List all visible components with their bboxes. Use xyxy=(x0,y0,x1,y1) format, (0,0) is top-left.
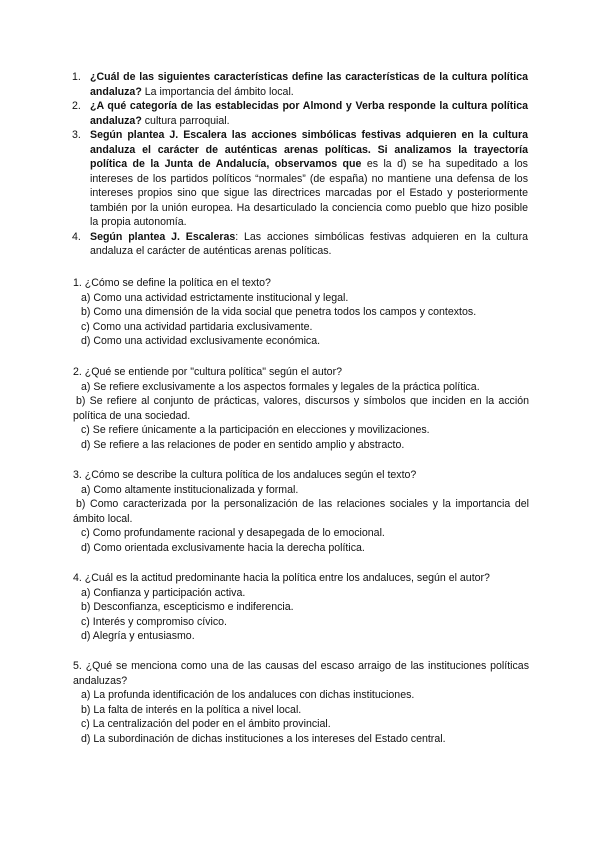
question-text: 2. ¿Qué se entiende por "cultura política" según el autor? xyxy=(73,366,342,378)
item-answer: : Las acciones simbólicas festivas adquieren en la cultura andaluza el carácter de auténticas arenas políticas. xyxy=(90,230,528,257)
intro-item-1 xyxy=(72,70,528,99)
option-b: b) Se refiere al conjunto de prácticas, valores, discursos y símbolos que inciden en la acción política de una sociedad. xyxy=(73,395,529,422)
option-a: a) La profunda identificación de los andaluces con dichas instituciones. xyxy=(81,689,415,701)
item-number: 4. xyxy=(72,230,81,243)
item-answer: cultura parroquial. xyxy=(141,114,230,127)
option-c: c) Interés y compromiso cívico. xyxy=(81,615,227,628)
option-c: c) Se refiere únicamente a la participación en elecciones y movilizaciones. xyxy=(81,424,430,436)
intro-item-2 xyxy=(72,99,528,128)
option-d: d) Como orientada exclusivamente hacia la derecha política. xyxy=(81,541,365,554)
item-question: Según plantea J. Escaleras xyxy=(90,230,236,243)
intro-list xyxy=(72,70,528,259)
item-answer: es la d) se ha supeditado a los intereses de los partidos políticos “normales” (de españa) no mantiene una defensa de los intereses propios sino que sigue las directrices marcadas por el Estado y posteriormente también por la unión europea. Ha desarticulado la conciencia como pueblo que hizo posible la propia autonomía. xyxy=(90,158,528,228)
option-d: d) Alegría y entusiasmo. xyxy=(81,630,195,642)
question-text: 3. ¿Cómo se describe la cultura política de los andaluces según el texto? xyxy=(73,469,417,481)
question-block-1 xyxy=(73,276,529,349)
question-block-3 xyxy=(73,468,529,555)
option-a: a) Confianza y participación activa. xyxy=(81,586,246,599)
item-number: 2. xyxy=(72,100,81,112)
option-b: b) Como caracterizada por la personalización de las relaciones sociales y la importancia del ámbito local. xyxy=(73,498,529,525)
item-number: 1. xyxy=(72,71,81,83)
option-a: a) Se refiere exclusivamente a los aspectos formales y legales de la práctica política. xyxy=(81,380,480,393)
question-block-5 xyxy=(73,659,529,746)
question-text: 5. ¿Qué se menciona como una de las causas del escaso arraigo de las instituciones políticas andaluzas? xyxy=(73,660,529,687)
option-b: b) Como una dimensión de la vida social que penetra todos los campos y contextos. xyxy=(81,306,477,318)
question-block-4 xyxy=(73,571,529,644)
intro-item-4 xyxy=(72,230,528,259)
option-c: c) Como profundamente racional y desapegada de lo emocional. xyxy=(81,527,385,539)
option-a: a) Como una actividad estrictamente institucional y legal. xyxy=(81,291,349,304)
option-d: d) Como una actividad exclusivamente económica. xyxy=(81,335,321,347)
option-c: c) Como una actividad partidaria exclusivamente. xyxy=(81,320,313,333)
item-number: 3. xyxy=(72,129,81,141)
option-b: b) La falta de interés en la política a nivel local. xyxy=(81,703,302,716)
option-d: d) La subordinación de dichas instituciones a los intereses del Estado central. xyxy=(81,732,446,745)
item-answer: La importancia del ámbito local. xyxy=(141,85,294,98)
option-d: d) Se refiere a las relaciones de poder en sentido amplio y abstracto. xyxy=(81,438,405,451)
option-b: b) Desconfianza, escepticismo e indiferencia. xyxy=(81,601,294,613)
option-a: a) Como altamente institucionalizada y formal. xyxy=(81,483,299,496)
item-question: Según plantea J. Escalera las acciones simbólicas festivas adquieren en la cultura andaluza el carácter de auténticas arenas políticas. Si analizamos la trayectoría política de la Junta de Andalucía, observamos que xyxy=(90,129,528,170)
question-text: 4. ¿Cuál es la actitud predominante hacia la política entre los andaluces, según el autor? xyxy=(73,572,490,584)
item-question: ¿Cuál de las siguientes características define las características de la cultura política andaluza? xyxy=(90,71,528,98)
question-block-2 xyxy=(73,365,529,452)
option-c: c) La centralización del poder en el ámbito provincial. xyxy=(81,718,331,730)
item-question: ¿A qué categoría de las establecidas por Almond y Verba responde la cultura política andaluza? xyxy=(90,100,528,127)
intro-item-3 xyxy=(72,128,528,230)
question-text: 1. ¿Cómo se define la política en el texto? xyxy=(73,277,271,289)
